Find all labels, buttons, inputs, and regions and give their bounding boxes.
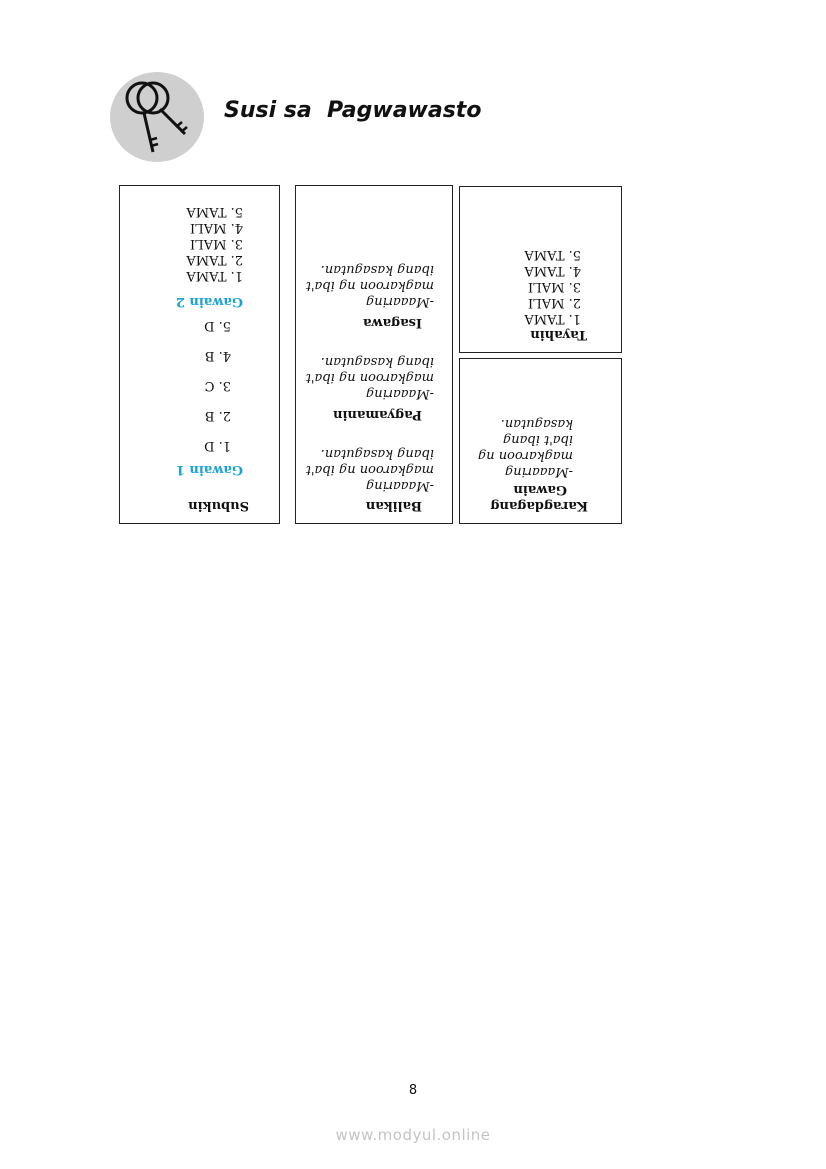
isagawa-line: ibang kasagutan. [320, 262, 434, 277]
pagyamanin-title: Pagyamanin [333, 407, 422, 422]
tayahin-item: 5. TAMA [524, 247, 581, 262]
gawain1-item: 4. B [204, 348, 231, 363]
karagdagang-line: -Maaaring [504, 464, 573, 479]
gawain2-item: 2. TAMA [186, 252, 243, 267]
balikan-line: magkaroon ng iba't [305, 462, 434, 477]
gawain1-item: 2. B [204, 408, 231, 423]
pagyamanin-line: -Maaaring [365, 386, 434, 401]
tayahin-item: 4. TAMA [524, 263, 581, 278]
subukin-box [119, 185, 280, 524]
karagdagang-title: Karagdagang [490, 498, 588, 513]
gawain1-item: 1. D [204, 438, 231, 453]
gawain2-item: 5. TAMA [186, 204, 243, 219]
isagawa-line: -Maaaring [365, 294, 434, 309]
gawain2-title: Gawain 2 [175, 294, 243, 309]
karagdagang-title-2: Gawain [513, 482, 567, 497]
pagyamanin-line: magkaroon ng iba't [305, 370, 434, 385]
karagdagang-gawain-box [459, 358, 622, 524]
balikan-line: -Maaaring [365, 478, 434, 493]
subukin-title: Subukin [188, 498, 249, 513]
tayahin-box [459, 186, 622, 353]
karagdagang-line: iba't ibang [502, 432, 573, 447]
balikan-line: ibang kasagutan. [320, 446, 434, 461]
gawain2-item: 4. MALI [189, 220, 243, 235]
tayahin-item: 1. TAMA [524, 311, 581, 326]
page-title: Susi sa Pagwawasto [224, 98, 482, 123]
gawain1-title: Gawain 1 [175, 462, 243, 477]
gawain2-item: 3. MALI [189, 236, 243, 251]
karagdagang-line: kasagutan. [500, 416, 573, 431]
pagyamanin-line: ibang kasagutan. [320, 354, 434, 369]
gawain1-item: 3. C [204, 378, 231, 393]
balikan-box [295, 185, 453, 524]
watermark: www.modyul.online [335, 1126, 491, 1144]
tayahin-item: 3. MALI [527, 279, 581, 294]
tayahin-title: Tayahin [530, 327, 587, 342]
isagawa-line: magkaroon ng iba't [305, 278, 434, 293]
gawain1-item: 5. D [204, 318, 231, 333]
karagdagang-line: magkaroon ng [477, 448, 573, 463]
keys-icon [110, 72, 204, 162]
keys-logo [110, 72, 204, 162]
tayahin-item: 2. MALI [527, 295, 581, 310]
isagawa-title: Isagawa [363, 315, 422, 330]
balikan-title: Balikan [365, 498, 422, 513]
page-number: 8 [408, 1083, 418, 1098]
gawain2-item: 1. TAMA [186, 268, 243, 283]
